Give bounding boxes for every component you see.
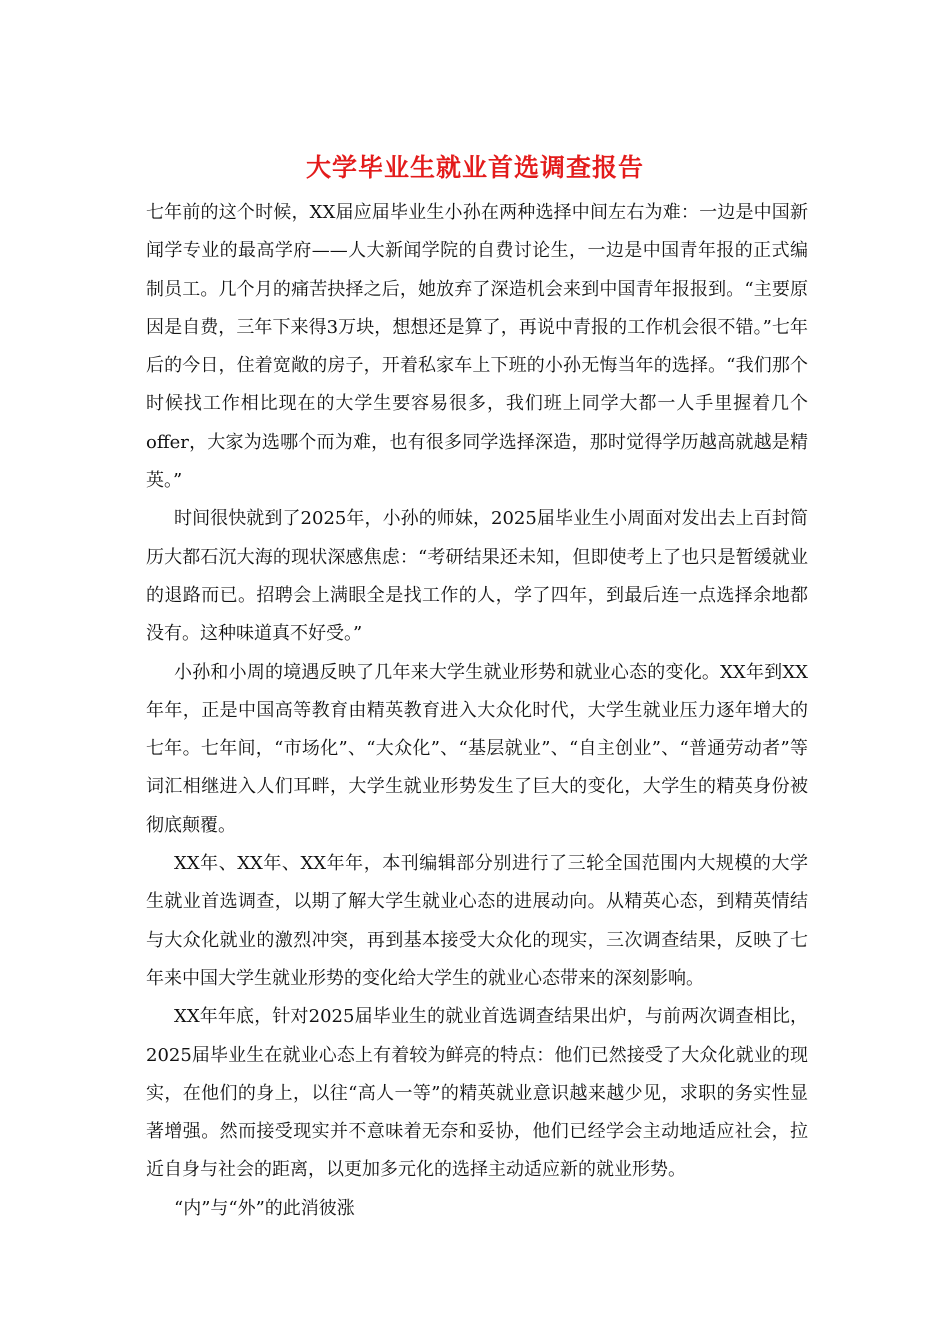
paragraph-2: 时间很快就到了2025年，小孙的师妹，2025届毕业生小周面对发出去上百封简历大都石沉大海的现状深感焦虑：“考研结果还未知，但即使考上了也只是暂缓就业的退路而已。招聘会上满眼全是找工作的人，学了四年，到最后连一点选择余地都没有。这种味道真不好受。” [146,508,808,645]
document-body [146,194,808,1228]
paragraph-3: 小孙和小周的境遇反映了几年来大学生就业形势和就业心态的变化。XX年到XX年年，正是中国高等教育由精英教育进入大众化时代，大学生就业压力逐年增大的七年。七年间，“市场化”、“大众化”、“基层就业”、“自主创业”、“普通劳动者”等词汇相继进入人们耳畔，大学生就业形势发生了巨大的变化，大学生的精英身份被彻底颠覆。 [146,661,808,836]
section-heading: “内”与“外”的此消彼涨 [174,1197,355,1219]
paragraph-4: XX年、XX年、XX年年，本刊编辑部分别进行了三轮全国范围内大规模的大学生就业首选调查，以期了解大学生就业心态的进展动向。从精英心态，到精英情结与大众化就业的激烈冲突，再到基本接受大众化的现实，三次调查结果，反映了七年来中国大学生就业形势的变化给大学生的就业心态带来的深刻影响。 [146,853,808,989]
paragraph-5: XX年年底，针对2025届毕业生的就业首选调查结果出炉，与前两次调查相比，2025届毕业生在就业心态上有着较为鲜亮的特点：他们已然接受了大众化就业的现实，在他们的身上，以往“高人一等”的精英就业意识越来越少见，求职的务实性显著增强。然而接受现实并不意味着无奈和妥协，他们已经学会主动地适应社会，拉近自身与社会的距离，以更加多元化的选择主动适应新的就业形势。 [146,1006,808,1181]
paragraph-1: 七年前的这个时候，XX届应届毕业生小孙在两种选择中间左右为难：一边是中国新闻学专业的最高学府——人大新闻学院的自费讨论生，一边是中国青年报的正式编制员工。几个月的痛苦抉择之后，她放弃了深造机会来到中国青年报报到。“主要原因是自费，三年下来得3万块，想想还是算了，再说中青报的工作机会很不错。”七年后的今日，住着宽敞的房子，开着私家车上下班的小孙无悔当年的选择。“我们那个时候找工作相比现在的大学生要容易很多，我们班上同学大都一人手里握着几个offer，大家为选哪个而为难，也有很多同学选择深造，那时觉得学历越高就越是精英。” [146,202,808,492]
document-title: 大学毕业生就业首选调查报告 [305,153,644,182]
